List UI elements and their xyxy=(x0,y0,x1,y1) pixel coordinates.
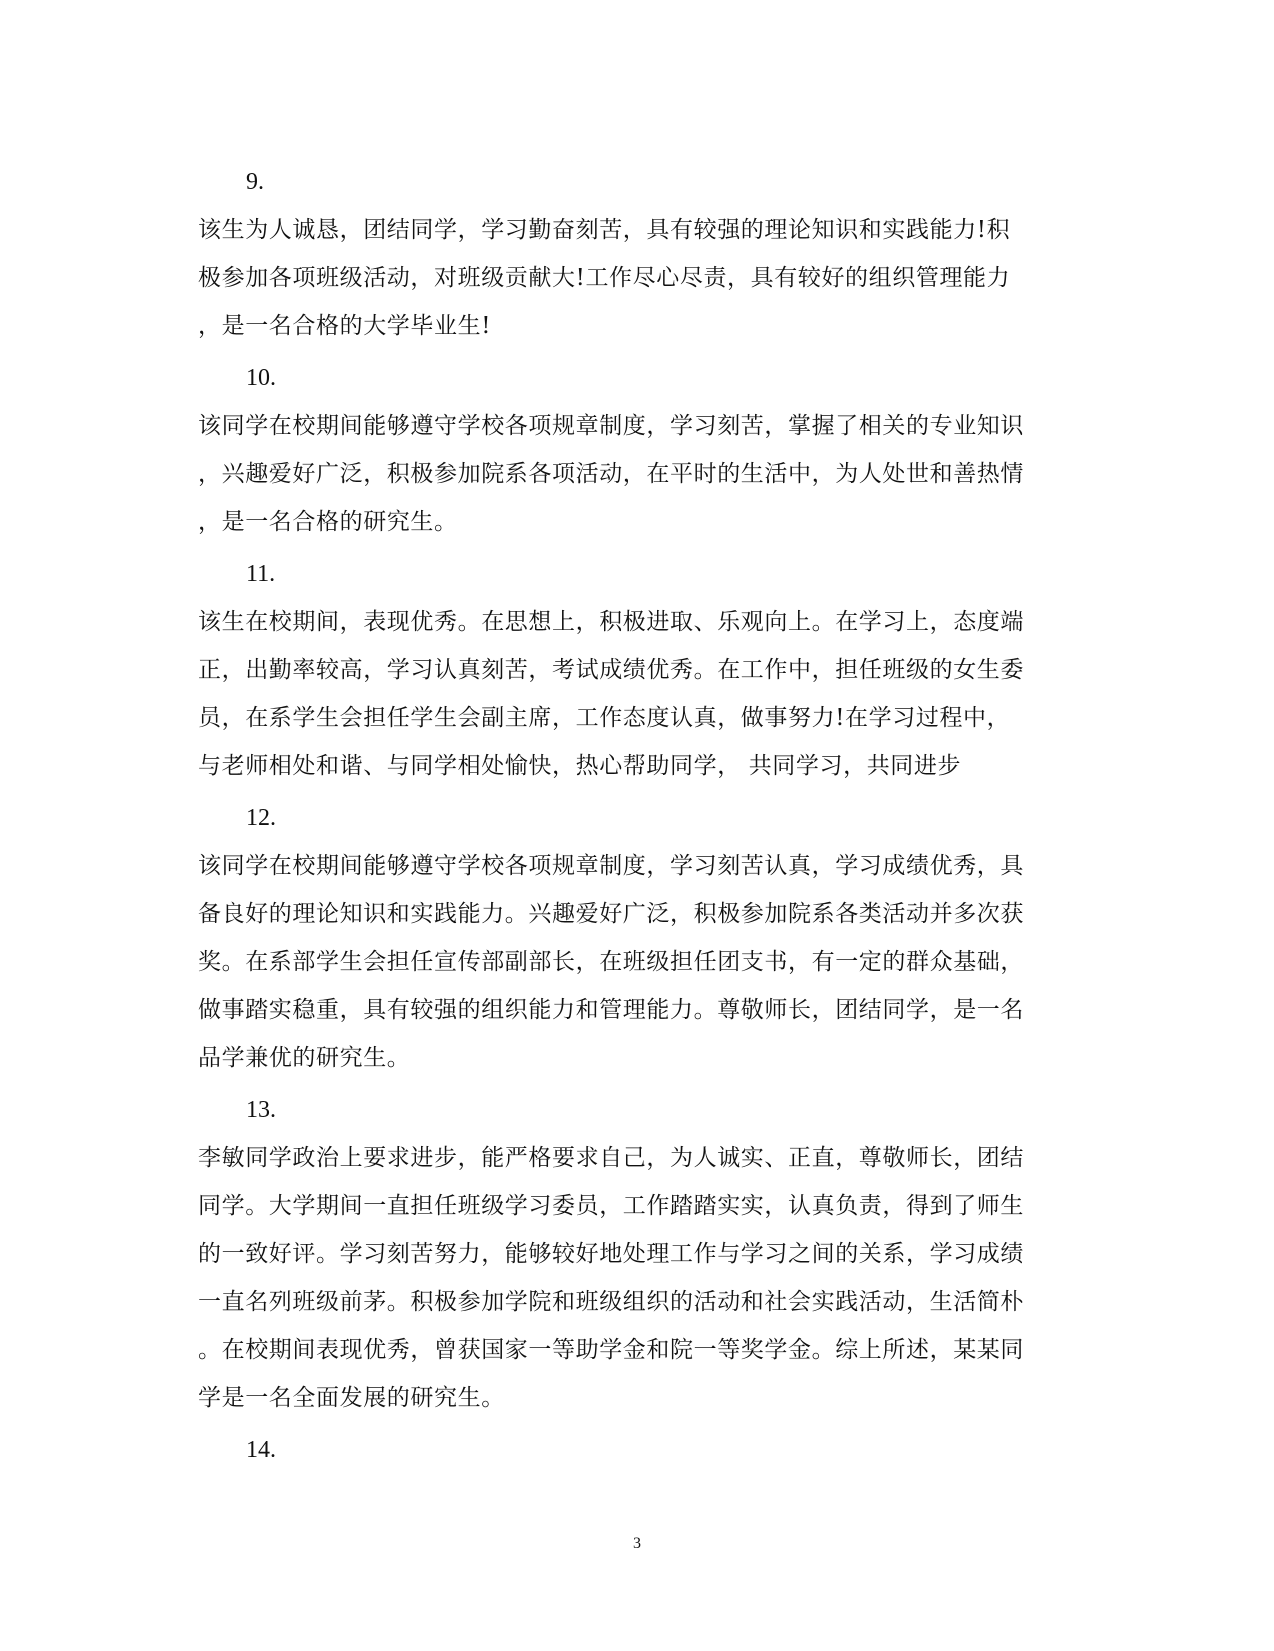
entry-text: 该生在校期间，表现优秀。在思想上，积极进取、乐观向上。在学习上，态度端 正，出勤率较高，学习认真刻苦，考试成绩优秀。在工作中，担任班级的女生委 员，在系学生会担任学生会副主席，工作态度认真，做事努力!在学习过程中， 与老师相处和谐、与同学相处愉快，热心帮助同学， 共同学习，共同进步 xyxy=(198,609,1024,779)
entry-number: 10. xyxy=(246,365,276,391)
entry-number: 12. xyxy=(246,805,276,831)
page-number: 3 xyxy=(633,1535,641,1552)
entry-text: 该同学在校期间能够遵守学校各项规章制度，学习刻苦，掌握了相关的专业知识 ，兴趣爱好广泛，积极参加院系各项活动，在平时的生活中，为人处世和善热情 ，是一名合格的研究生。 xyxy=(198,413,1024,535)
entry-number: 11. xyxy=(246,561,276,587)
entry-number: 9. xyxy=(246,169,264,195)
document-body xyxy=(198,158,1078,1474)
entry-text: 李敏同学政治上要求进步，能严格要求自己，为人诚实、正直，尊敬师长，团结 同学。大学期间一直担任班级学习委员，工作踏踏实实，认真负责，得到了师生 的一致好评。学习刻苦努力，能够较好地处理工作与学习之间的关系，学习成绩 一直名列班级前茅。积极参加学院和班级组织的活动和社会实践活动，生活简朴 。在校期间表现优秀，曾获国家一等助学金和院一等奖学金。综上所述，某某同 学是一名全面发展的研究生。 xyxy=(198,1145,1024,1411)
entry-number: 13. xyxy=(246,1097,276,1123)
entry-text: 该同学在校期间能够遵守学校各项规章制度，学习刻苦认真，学习成绩优秀，具 备良好的理论知识和实践能力。兴趣爱好广泛，积极参加院系各类活动并多次获 奖。在系部学生会担任宣传部副部长，在班级担任团支书，有一定的群众基础， 做事踏实稳重，具有较强的组织能力和管理能力。尊敬师长，团结同学，是一名 品学兼优的研究生。 xyxy=(198,853,1024,1071)
entry-text: 该生为人诚恳，团结同学，学习勤奋刻苦，具有较强的理论知识和实践能力!积 极参加各项班级活动，对班级贡献大!工作尽心尽责，具有较好的组织管理能力 ，是一名合格的大学毕业生! xyxy=(198,217,1011,339)
entry-number: 14. xyxy=(246,1437,276,1463)
